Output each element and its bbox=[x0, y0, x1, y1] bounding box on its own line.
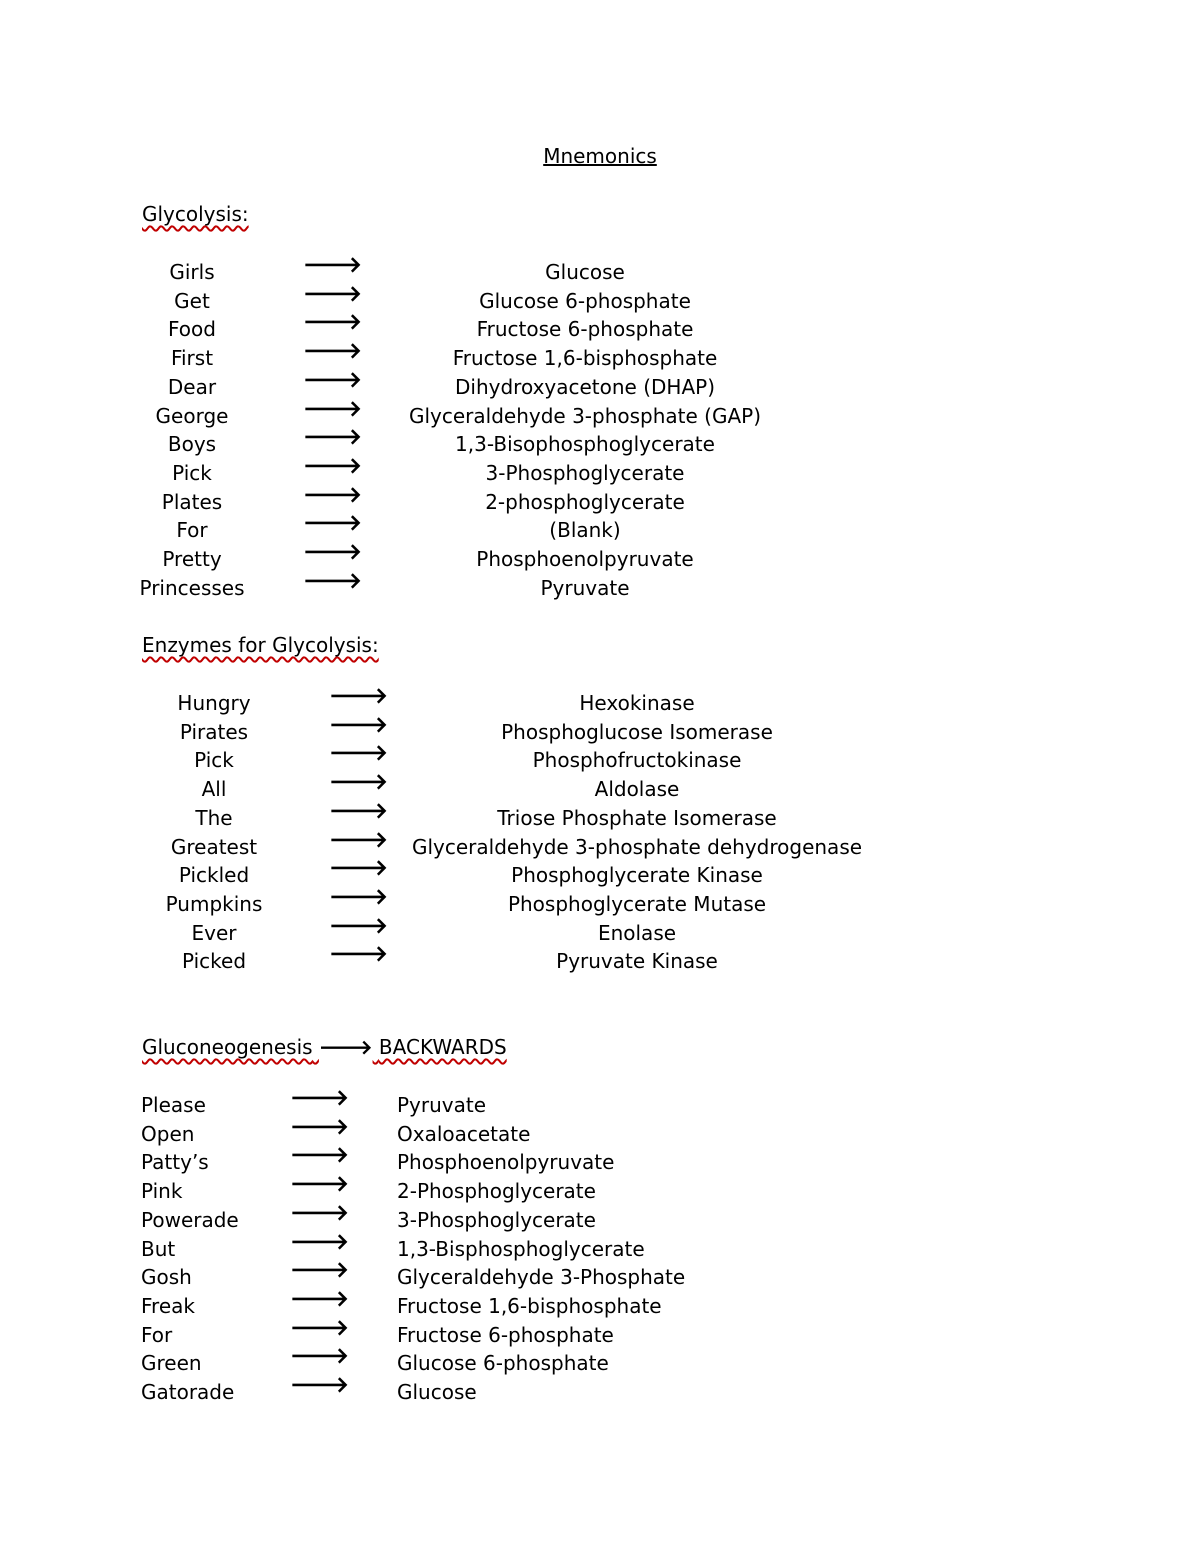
arrow-right-icon: 🡒 bbox=[329, 942, 388, 968]
mnemonic-row bbox=[0, 1315, 1200, 1349]
mnemonic-word: Girls bbox=[169, 260, 215, 284]
mnemonic-word: Please bbox=[141, 1093, 206, 1117]
arrow-right-icon: 🡒 bbox=[303, 253, 362, 278]
gluconeogenesis-heading bbox=[142, 1037, 507, 1057]
mnemonic-row bbox=[0, 396, 1200, 430]
mnemonic-term: Phosphoenolpyruvate bbox=[397, 1150, 615, 1175]
arrow-right-icon: 🡒 bbox=[290, 1114, 349, 1140]
mnemonic-row bbox=[0, 1143, 1200, 1176]
mnemonic-term: Pyruvate bbox=[540, 575, 630, 600]
gluconeogenesis-heading-suffix: BACKWARDS bbox=[378, 1035, 507, 1059]
mnemonic-row bbox=[0, 1200, 1200, 1234]
mnemonic-row bbox=[0, 1286, 1200, 1320]
arrow-right-icon: 🡒 bbox=[329, 770, 388, 796]
mnemonic-term: Phosphoglycerate Kinase bbox=[511, 863, 763, 888]
mnemonic-row bbox=[0, 425, 1200, 458]
arrow-right-icon: 🡒 bbox=[329, 712, 388, 738]
arrow-right-icon: 🡒 bbox=[290, 1286, 349, 1312]
mnemonic-row bbox=[0, 1373, 1200, 1406]
mnemonic-word: Pumpkins bbox=[165, 891, 263, 916]
mnemonic-term: (Blank) bbox=[549, 518, 621, 543]
mnemonic-word: Powerade bbox=[141, 1207, 239, 1232]
mnemonic-row bbox=[0, 770, 1200, 803]
mnemonic-row bbox=[0, 482, 1200, 516]
mnemonic-word: But bbox=[141, 1236, 176, 1261]
mnemonic-term: Aldolase bbox=[594, 777, 680, 802]
mnemonic-term: 1,3-Bisphosphoglycerate bbox=[397, 1236, 645, 1261]
mnemonic-term: Glucose bbox=[397, 1380, 477, 1404]
mnemonic-row bbox=[0, 540, 1200, 573]
arrow-right-icon: 🡒 bbox=[290, 1344, 349, 1370]
mnemonic-row bbox=[0, 798, 1200, 832]
mnemonic-term: Dihydroxyacetone (DHAP) bbox=[455, 374, 715, 399]
arrow-right-icon: 🡒 bbox=[290, 1373, 349, 1398]
mnemonic-row bbox=[0, 367, 1200, 401]
mnemonic-term: 2-Phosphoglycerate bbox=[397, 1179, 596, 1204]
arrow-right-icon: 🡒 bbox=[303, 568, 362, 594]
mnemonic-word: George bbox=[155, 403, 229, 428]
arrow-right-icon: 🡒 bbox=[329, 827, 388, 853]
mnemonic-row bbox=[0, 1229, 1200, 1263]
mnemonic-term: 3-Phosphoglycerate bbox=[397, 1207, 596, 1232]
mnemonic-row bbox=[0, 281, 1200, 315]
mnemonic-row bbox=[0, 827, 1200, 861]
mnemonic-term: Enolase bbox=[597, 920, 677, 945]
mnemonic-word: Pink bbox=[141, 1179, 183, 1204]
mnemonic-term: Phosphoenolpyruvate bbox=[476, 547, 694, 571]
arrow-right-icon: 🡒 bbox=[303, 310, 362, 336]
mnemonic-row bbox=[0, 1258, 1200, 1291]
mnemonic-term: Phosphoglycerate Mutase bbox=[507, 891, 767, 916]
mnemonic-term: Glucose 6-phosphate bbox=[479, 288, 691, 313]
mnemonic-word: Gosh bbox=[141, 1265, 192, 1290]
mnemonic-word: Picked bbox=[181, 949, 247, 974]
arrow-right-icon: 🡒 bbox=[329, 741, 388, 767]
mnemonic-word: Pickled bbox=[178, 863, 250, 888]
arrow-right-icon: 🡒 bbox=[290, 1315, 349, 1341]
mnemonic-word: Green bbox=[141, 1351, 202, 1376]
mnemonic-row bbox=[0, 1086, 1200, 1119]
arrow-right-icon: 🡒 bbox=[329, 913, 388, 939]
arrow-right-icon: 🡒 bbox=[290, 1086, 349, 1111]
arrow-right-icon: 🡒 bbox=[290, 1229, 349, 1255]
mnemonic-term: Fructose 6-phosphate bbox=[476, 317, 694, 342]
mnemonic-term: Pyruvate bbox=[397, 1093, 487, 1117]
mnemonic-row bbox=[0, 253, 1200, 286]
mnemonic-word: Pick bbox=[172, 460, 212, 485]
mnemonic-word: Princesses bbox=[139, 575, 245, 600]
mnemonic-word: For bbox=[141, 1322, 173, 1347]
mnemonic-word: Boys bbox=[167, 432, 217, 457]
arrow-right-icon: 🡒 bbox=[290, 1200, 349, 1226]
mnemonic-row bbox=[0, 453, 1200, 487]
mnemonic-word: Pretty bbox=[162, 547, 222, 571]
mnemonic-word: Get bbox=[174, 288, 210, 313]
arrow-right-icon: 🡒 bbox=[329, 798, 388, 824]
mnemonic-word: Open bbox=[141, 1121, 195, 1146]
mnemonic-word: Ever bbox=[191, 920, 237, 945]
mnemonic-term: Fructose 6-phosphate bbox=[397, 1322, 614, 1347]
mnemonic-word: For bbox=[176, 518, 208, 543]
mnemonic-term: Phosphoglucose Isomerase bbox=[501, 719, 773, 744]
mnemonic-word: Dear bbox=[167, 374, 217, 399]
mnemonic-row bbox=[0, 913, 1200, 947]
arrow-right-icon: 🡒 bbox=[290, 1143, 349, 1169]
arrow-right-icon: 🡒 bbox=[303, 367, 362, 393]
arrow-right-icon: 🡒 bbox=[303, 540, 362, 565]
mnemonic-row bbox=[0, 1172, 1200, 1205]
arrow-right-icon: 🡒 bbox=[318, 1035, 373, 1059]
mnemonic-row bbox=[0, 856, 1200, 889]
mnemonic-word: Patty’s bbox=[141, 1150, 209, 1175]
arrow-right-icon: 🡒 bbox=[290, 1258, 349, 1284]
mnemonic-word: Pirates bbox=[179, 719, 249, 744]
mnemonic-word: Plates bbox=[161, 489, 223, 514]
arrow-right-icon: 🡒 bbox=[290, 1172, 349, 1198]
page-title: Mnemonics bbox=[543, 144, 657, 168]
arrow-right-icon: 🡒 bbox=[329, 884, 388, 910]
mnemonic-row bbox=[0, 741, 1200, 774]
arrow-right-icon: 🡒 bbox=[303, 482, 362, 508]
arrow-right-icon: 🡒 bbox=[303, 453, 362, 479]
mnemonic-word: All bbox=[201, 777, 227, 802]
glycolysis-heading: Glycolysis: bbox=[142, 202, 249, 226]
mnemonic-term: Glyceraldehyde 3-phosphate dehydrogenase bbox=[411, 834, 863, 859]
mnemonic-row bbox=[0, 511, 1200, 544]
mnemonic-word: Food bbox=[168, 317, 216, 342]
arrow-right-icon: 🡒 bbox=[329, 856, 388, 882]
mnemonic-row bbox=[0, 1344, 1200, 1377]
mnemonic-term: Fructose 1,6-bisphosphate bbox=[452, 346, 718, 371]
mnemonic-word: Greatest bbox=[170, 834, 258, 859]
gluconeogenesis-heading-prefix: Gluconeogenesis bbox=[142, 1035, 313, 1059]
arrow-right-icon: 🡒 bbox=[303, 396, 362, 422]
mnemonic-row bbox=[0, 310, 1200, 343]
mnemonic-word: Hungry bbox=[177, 691, 251, 715]
mnemonic-row bbox=[0, 1114, 1200, 1148]
mnemonic-term: Oxaloacetate bbox=[397, 1121, 531, 1146]
mnemonic-word: Freak bbox=[141, 1293, 195, 1318]
mnemonic-term: Triose Phosphate Isomerase bbox=[497, 805, 777, 830]
mnemonic-term: Fructose 1,6-bisphosphate bbox=[397, 1293, 662, 1318]
enzymes-heading: Enzymes for Glycolysis: bbox=[142, 633, 379, 657]
mnemonic-word: The bbox=[195, 805, 233, 830]
arrow-right-icon: 🡒 bbox=[303, 339, 362, 365]
arrow-right-icon: 🡒 bbox=[303, 425, 362, 451]
mnemonic-word: Pick bbox=[194, 748, 234, 773]
mnemonic-word: Gatorade bbox=[141, 1380, 235, 1404]
mnemonic-row bbox=[0, 712, 1200, 746]
mnemonic-row bbox=[0, 339, 1200, 372]
mnemonic-term: Glucose 6-phosphate bbox=[397, 1351, 609, 1376]
mnemonic-term: Glyceraldehyde 3-Phosphate bbox=[397, 1265, 686, 1290]
mnemonic-term: Pyruvate Kinase bbox=[556, 949, 718, 974]
arrow-right-icon: 🡒 bbox=[303, 511, 362, 537]
mnemonic-term: 1,3-Bisophosphoglycerate bbox=[455, 432, 715, 457]
arrow-right-icon: 🡒 bbox=[303, 281, 362, 307]
mnemonic-row bbox=[0, 568, 1200, 602]
mnemonic-term: 2-phosphoglycerate bbox=[485, 489, 685, 514]
mnemonic-term: Glyceraldehyde 3-phosphate (GAP) bbox=[408, 403, 762, 428]
mnemonic-term: Hexokinase bbox=[579, 691, 695, 715]
mnemonic-word: First bbox=[170, 346, 214, 371]
mnemonic-term: 3-Phosphoglycerate bbox=[485, 460, 685, 485]
mnemonic-row bbox=[0, 942, 1200, 975]
mnemonic-row bbox=[0, 684, 1200, 717]
arrow-right-icon: 🡒 bbox=[329, 684, 388, 709]
mnemonic-term: Phosphofructokinase bbox=[532, 748, 742, 773]
mnemonic-term: Glucose bbox=[545, 260, 625, 284]
mnemonic-row bbox=[0, 884, 1200, 918]
